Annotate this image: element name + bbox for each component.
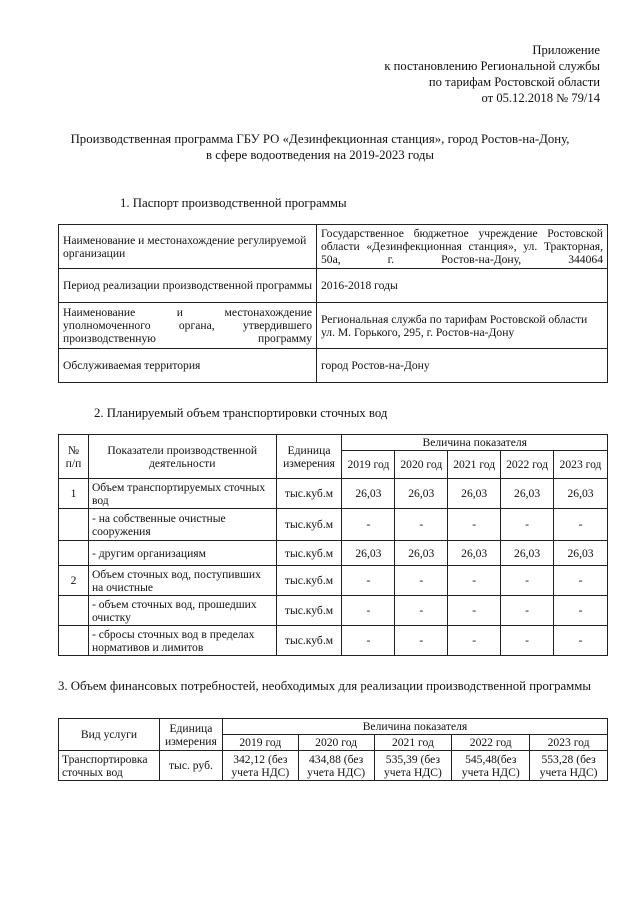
row-indicator: Объем сточных вод, поступивших на очистные (88, 566, 276, 596)
passport-value: 2016-2018 годы (317, 269, 608, 303)
row-value: - (395, 566, 448, 596)
col-header-year: 2022 год (501, 451, 554, 479)
passport-value: город Ростов-на-Дону (317, 349, 608, 383)
col-header-value-group: Величина показателя (222, 719, 607, 735)
table-row (59, 541, 608, 566)
row-value: - (554, 509, 608, 541)
table-row (59, 269, 608, 303)
col-header-year: 2023 год (530, 735, 608, 751)
passport-value: Региональная служба по тарифам Ростовской области ул. М. Горького, 295, г. Ростов-на-Дону (317, 303, 608, 349)
table-row (59, 225, 608, 269)
passport-label: Наименование и местонахождение уполномоченного органа, утвердившего производственную программу (59, 303, 317, 349)
row-value: - (554, 566, 608, 596)
row-value: - (448, 596, 501, 626)
row-unit: тыс.куб.м (276, 566, 342, 596)
title-line: Производственная программа ГБУ РО «Дезинфекционная станция», город Ростов-на-Дону, (70, 132, 570, 146)
col-header-indicator: Показатели производственной деятельности (88, 435, 276, 479)
row-value: - (448, 626, 501, 656)
table-row (59, 626, 608, 656)
table-row (59, 751, 608, 781)
table-header-row (59, 719, 608, 735)
row-value: - (342, 509, 395, 541)
passport-label: Период реализации производственной программы (59, 269, 317, 303)
row-num (59, 541, 89, 566)
row-value: 535,39 (без учета НДС) (374, 751, 452, 781)
table-row (59, 566, 608, 596)
passport-table (58, 224, 608, 383)
col-header-year: 2023 год (554, 451, 608, 479)
section2-heading: 2. Планируемый объем транспортировки сточных вод (94, 406, 388, 420)
row-value: 553,28 (без учета НДС) (530, 751, 608, 781)
col-header-year: 2021 год (448, 451, 501, 479)
col-header-year: 2019 год (342, 451, 395, 479)
finance-table (58, 718, 608, 781)
row-value: - (342, 596, 395, 626)
row-value: - (554, 596, 608, 626)
row-unit: тыс.куб.м (276, 541, 342, 566)
col-header-year: 2022 год (452, 735, 530, 751)
row-unit: тыс.куб.м (276, 479, 342, 509)
row-indicator: - сбросы сточных вод в пределах нормативов и лимитов (88, 626, 276, 656)
table-row (59, 596, 608, 626)
row-value: - (342, 566, 395, 596)
row-value: - (501, 509, 554, 541)
table-row (59, 479, 608, 509)
appendix-line: Приложение (532, 43, 600, 57)
row-value: 26,03 (501, 479, 554, 509)
col-header-unit: Единица измерения (276, 435, 342, 479)
row-value: 26,03 (395, 479, 448, 509)
row-indicator: - объем сточных вод, прошедших очистку (88, 596, 276, 626)
row-unit: тыс.куб.м (276, 509, 342, 541)
row-value: - (501, 596, 554, 626)
row-service: Транспортировка сточных вод (59, 751, 160, 781)
row-value: 26,03 (448, 541, 501, 566)
row-value: - (554, 626, 608, 656)
title-line: в сфере водоотведения на 2019-2023 годы (206, 148, 434, 162)
table-row (59, 303, 608, 349)
row-indicator: - на собственные очистные сооружения (88, 509, 276, 541)
row-value: - (448, 509, 501, 541)
row-value: 434,88 (без учета НДС) (298, 751, 374, 781)
row-value: 26,03 (448, 479, 501, 509)
appendix-line: к постановлению Региональной службы (384, 59, 600, 73)
table-row (59, 349, 608, 383)
col-header-year: 2020 год (298, 735, 374, 751)
table-header-row (59, 435, 608, 451)
col-header-unit: Единица измерения (159, 719, 222, 751)
row-value: - (395, 626, 448, 656)
row-value: 342,12 (без учета НДС) (222, 751, 298, 781)
row-value: - (501, 566, 554, 596)
row-num (59, 509, 89, 541)
row-value: 26,03 (501, 541, 554, 566)
row-num (59, 596, 89, 626)
row-num: 1 (59, 479, 89, 509)
col-header-year: 2019 год (222, 735, 298, 751)
appendix-line: от 05.12.2018 № 79/14 (481, 91, 600, 105)
row-value: - (501, 626, 554, 656)
appendix-line: по тарифам Ростовской области (428, 75, 600, 89)
row-value: 26,03 (342, 541, 395, 566)
col-header-value-group: Величина показателя (342, 435, 608, 451)
passport-label: Обслуживаемая территория (59, 349, 317, 383)
appendix-block (384, 42, 600, 106)
row-value: - (395, 509, 448, 541)
table-row (59, 509, 608, 541)
col-header-year: 2020 год (395, 451, 448, 479)
row-num: 2 (59, 566, 89, 596)
section1-heading: 1. Паспорт производственной программы (120, 196, 347, 210)
row-unit: тыс. руб. (159, 751, 222, 781)
col-header-service: Вид услуги (59, 719, 160, 751)
row-unit: тыс.куб.м (276, 596, 342, 626)
passport-value: Государственное бюджетное учреждение Ростовской области «Дезинфекционная станция», ул. Тракторная, 50а, г. Ростов-на-Дону, 344064 (317, 225, 608, 269)
col-header-year: 2021 год (374, 735, 452, 751)
transport-table (58, 434, 608, 656)
section3-heading: 3. Объем финансовых потребностей, необходимых для реализации производственной программы (58, 679, 591, 693)
row-value: 26,03 (395, 541, 448, 566)
row-value: 26,03 (554, 479, 608, 509)
row-value: 545,48(без учета НДС) (452, 751, 530, 781)
row-value: - (342, 626, 395, 656)
passport-label: Наименование и местонахождение регулируемой организации (59, 225, 317, 269)
row-value: - (448, 566, 501, 596)
row-value: 26,03 (554, 541, 608, 566)
row-value: - (395, 596, 448, 626)
row-num (59, 626, 89, 656)
document-title (40, 131, 600, 163)
col-header-num: № п/п (59, 435, 89, 479)
row-value: 26,03 (342, 479, 395, 509)
row-indicator: Объем транспортируемых сточных вод (88, 479, 276, 509)
row-unit: тыс.куб.м (276, 626, 342, 656)
row-indicator: - другим организациям (88, 541, 276, 566)
